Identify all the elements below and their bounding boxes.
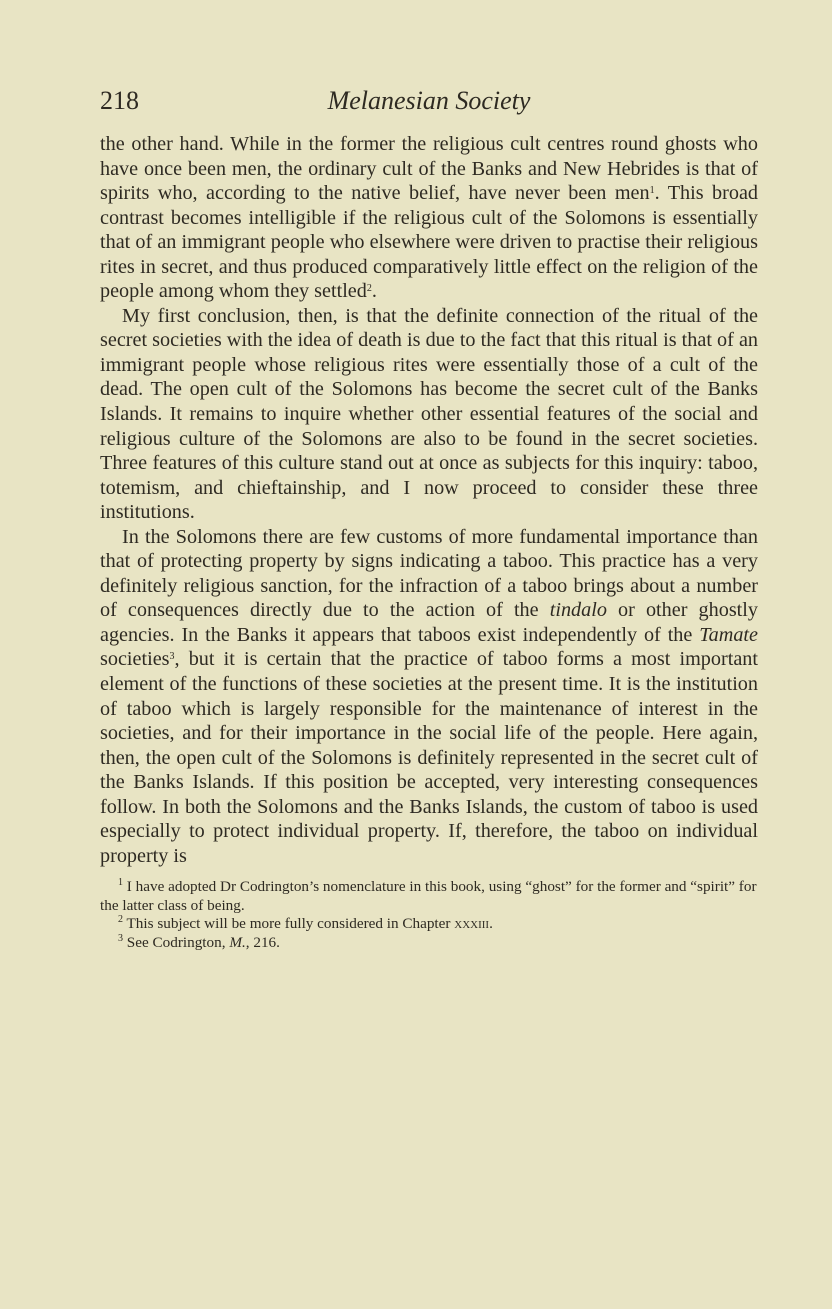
footnote: $^1$ I have adopted Dr Codrington’s nomenclature in this book, using “ghost” for the former and “spirit” for the latter class of being. xyxy=(100,877,757,914)
italic-term: tindalo xyxy=(549,599,607,622)
running-title: Melanesian Society xyxy=(327,86,531,115)
footnote-number: 2 xyxy=(118,914,123,926)
page-header xyxy=(100,86,758,122)
italic-term: M. xyxy=(229,933,246,951)
footnote-number: 1 xyxy=(118,877,123,889)
footnote-ref: 3 xyxy=(169,651,175,663)
footnote-ref: 2 xyxy=(366,283,372,295)
footnote-ref: 1 xyxy=(649,185,655,197)
footnote: $^2$ This subject will be more fully considered in Chapter xxxiii. xyxy=(118,914,493,933)
paragraph: the other hand. While in the former the religious cult centres round ghosts who have once been men, the ordinary cult of the Banks and New Hebrides is that of spirits who, according to the native belief, have never been men$^1$. This broad contrast becomes intelligible if the religious cult of the Solomons is essentially that of an immigrant people who elsewhere were driven to practise their religious rites in secret, and thus produced comparatively little effect on the religion of the people among whom they settled$^2$. xyxy=(100,133,758,303)
footnote: $^3$ See Codrington, M., 216. xyxy=(118,932,280,951)
body-text xyxy=(100,132,758,868)
book-page xyxy=(100,86,758,952)
paragraph: In the Solomons there are few customs of more fundamental importance than that of protecting property by signs indicating a taboo. This practice has a very definitely religious sanction, for the infraction of a taboo brings about a number of consequences directly due to the action of the tindalo or other ghostly agencies. In the Banks it appears that taboos exist independently of the Tamate societies$^3$, but it is certain that the practice of taboo forms a most important element of the functions of these societies at the present time. It is the institution of taboo which is largely responsible for the maintenance of interest in the societies, and for their importance in the social life of the people. Here again, then, the open cult of the Solomons is definitely represented in the secret cult of the Banks Islands. If this position be accepted, very interesting consequences follow. In both the Solomons and the Banks Islands, the custom of taboo is used especially to protect individual property. If, therefore, the taboo on individual property is xyxy=(100,525,758,867)
italic-term: Tamate xyxy=(699,623,758,646)
page-number: 218 xyxy=(100,86,139,115)
footnotes xyxy=(100,878,758,952)
small-caps: xxxiii xyxy=(454,915,490,933)
paragraph: My first conclusion, then, is that the definite connection of the ritual of the secret societies with the idea of death is due to the fact that this ritual is that of an immigrant people whose religious rites were essentially those of a cult of the dead. The open cult of the Solomons has become the secret cult of the Banks Islands. It remains to inquire whether other essential features of the social and religious culture of the Solomons are also to be found in the secret societies. Three features of this culture stand out at once as subjects for this inquiry: taboo, totemism, and chieftainship, and I now proceed to consider these three institutions. xyxy=(100,304,758,524)
footnote-number: 3 xyxy=(118,932,123,944)
